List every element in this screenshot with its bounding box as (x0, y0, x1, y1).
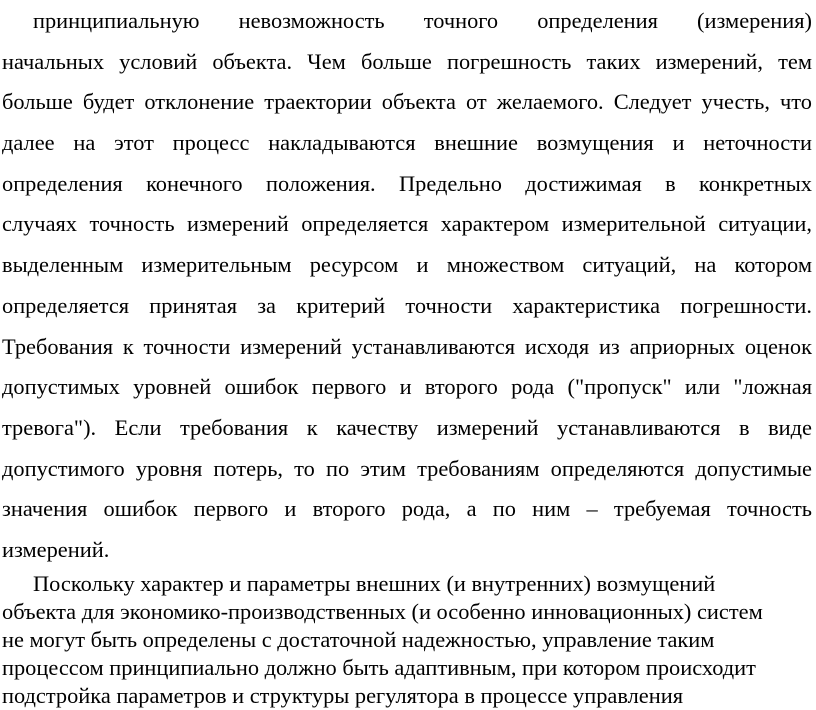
paragraph-2-line: подстройка параметров и структуры регулятора в процессе управления (2, 683, 684, 708)
paragraph-1-line: выделенным измерительным ресурсом и множеством ситуаций, на котором (2, 252, 812, 278)
paragraph-1-line: определяется принятая за критерий точности характеристика погрешности. (2, 292, 812, 318)
paragraph-1-line: определения конечного положения. Предельно достижимая в конкретных (2, 170, 812, 196)
paragraph-1 (2, 1, 812, 571)
paragraph-1-line: начальных условий объекта. Чем больше погрешность таких измерений, тем (2, 48, 812, 74)
paragraph-1-line: Требования к точности измерений устанавливаются исходя из априорных оценок (2, 333, 812, 359)
paragraph-2-line: не могут быть определены с достаточной надежностью, управление таким (2, 627, 715, 652)
paragraph-1-line: измерений. (2, 536, 110, 562)
paragraph-2-line: процессом принципиально должно быть адаптивным, при котором происходит (2, 655, 756, 680)
paragraph-1-line: тревога"). Если требования к качеству измерений устанавливаются в виде (2, 414, 812, 440)
paragraph-1-line: значения ошибок первого и второго рода, а по ним – требуемая точность (2, 496, 812, 522)
paragraph-1-line: допустимого уровня потерь, то по этим требованиям определяются допустимые (2, 455, 812, 481)
paragraph-2-line: объекта для экономико-производственных (и особенно инновационных) систем (2, 599, 763, 624)
paragraph-1-line: больше будет отклонение траектории объекта от желаемого. Следует учесть, что (2, 89, 812, 115)
paragraph-1-line: далее на этот процесс накладываются внешние возмущения и неточности (2, 130, 812, 156)
paragraph-2 (2, 570, 814, 710)
paragraph-1-line: допустимых уровней ошибок первого и второго рода ("пропуск" или "ложная (2, 374, 812, 400)
paragraph-2-line: Поскольку характер и параметры внешних (и внутренних) возмущений (33, 571, 716, 596)
paragraph-1-line: случаях точность измерений определяется характером измерительной ситуации, (2, 211, 812, 237)
paragraph-1-line: принципиальную невозможность точного определения (измерения) (33, 8, 812, 33)
